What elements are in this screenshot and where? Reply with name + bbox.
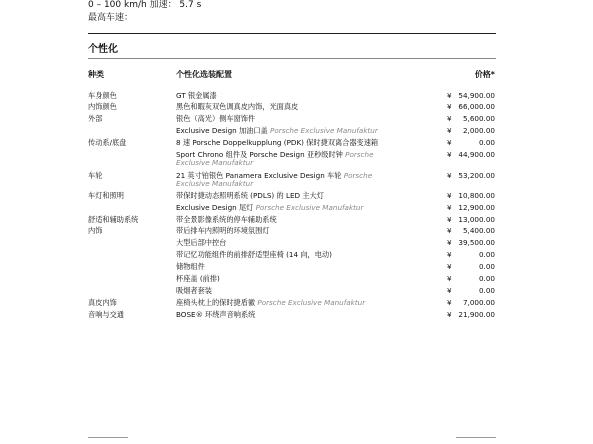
row-price: 44,900.00 <box>458 150 495 159</box>
row-option <box>176 151 390 168</box>
section-top-rule <box>88 33 496 34</box>
row-option <box>176 287 390 295</box>
row-option-text: Exclusive Design 加油口盖 <box>176 126 268 135</box>
row-currency: ¥ <box>447 102 452 111</box>
row-currency: ¥ <box>447 126 452 135</box>
row-option-note: Porsche Exclusive Manufaktur <box>270 126 378 135</box>
row-currency: ¥ <box>447 286 452 295</box>
row-currency: ¥ <box>447 298 452 307</box>
section-bottom-rule <box>88 58 496 59</box>
row-option <box>176 139 390 147</box>
row-option-text: GT 银金属漆 <box>176 91 217 100</box>
row-currency: ¥ <box>447 262 452 271</box>
row-price: 10,800.00 <box>458 191 495 200</box>
row-currency: ¥ <box>447 191 452 200</box>
row-option <box>176 192 390 200</box>
row-price: 0.00 <box>478 286 495 295</box>
row-option-note: Porsche Exclusive Manufaktur <box>176 150 374 168</box>
row-price: 7,000.00 <box>462 298 495 307</box>
top-speed-line: 最高车速： <box>88 13 134 23</box>
row-currency: ¥ <box>447 226 452 235</box>
row-option-text: 带保时捷动态照明系统 (PDLS) 的 LED 主大灯 <box>176 191 324 200</box>
row-option-text: 带后排车内照明的环境氛围灯 <box>176 226 270 235</box>
row-option <box>176 299 390 307</box>
row-category: 内饰颜色 <box>88 102 117 111</box>
row-option-text: 吸烟者套装 <box>176 286 212 295</box>
row-option <box>176 275 390 283</box>
row-option <box>176 263 390 271</box>
row-option <box>176 92 390 100</box>
row-option <box>176 172 390 189</box>
row-option-text: 带记忆功能组件的前排舒适型座椅 (14 向，电动) <box>176 250 332 259</box>
row-currency: ¥ <box>447 274 452 283</box>
column-header-price: 价格* <box>474 70 495 79</box>
row-currency: ¥ <box>447 138 452 147</box>
row-price: 0.00 <box>478 250 495 259</box>
row-price: 54,900.00 <box>458 91 495 100</box>
row-option-text: 带全景影像系统的停车辅助系统 <box>176 215 277 224</box>
row-option-text: 大型后部中控台 <box>176 238 227 247</box>
row-option <box>176 204 390 212</box>
row-option <box>176 251 390 259</box>
row-category: 车轮 <box>88 171 103 180</box>
row-option <box>176 311 390 319</box>
row-category: 音响与交通 <box>88 310 124 319</box>
row-price: 0.00 <box>478 274 495 283</box>
row-option-note: Porsche Exclusive Manufaktur <box>176 171 373 189</box>
row-option <box>176 115 390 123</box>
row-option-text: 黑色和暇灰双色调真皮内饰，光面真皮 <box>176 102 299 111</box>
row-price: 13,000.00 <box>458 215 495 224</box>
row-price: 5,600.00 <box>462 114 495 123</box>
row-price: 0.00 <box>478 262 495 271</box>
row-option-text: Exclusive Design 尾灯 <box>176 203 254 212</box>
row-option <box>176 103 390 111</box>
row-option-text: 21 英寸铂银色 Panamera Exclusive Design 车轮 <box>176 171 342 180</box>
row-price: 12,900.00 <box>458 203 495 212</box>
row-category: 真皮内饰 <box>88 298 117 307</box>
row-price: 21,900.00 <box>458 310 495 319</box>
row-option-note: Porsche Exclusive Manufaktur <box>257 298 366 307</box>
acceleration-line: 0 – 100 km/h 加速： 5.7 s <box>88 0 202 10</box>
row-option-text: 座椅头枕上的保时捷盾徽 <box>176 298 256 307</box>
row-category: 车灯和照明 <box>88 191 124 200</box>
row-currency: ¥ <box>447 238 452 247</box>
row-currency: ¥ <box>447 114 452 123</box>
row-option <box>176 227 390 235</box>
row-currency: ¥ <box>447 310 452 319</box>
section-title: 个性化 <box>88 44 118 55</box>
row-price: 39,500.00 <box>458 238 495 247</box>
row-option <box>176 216 390 224</box>
row-currency: ¥ <box>447 203 452 212</box>
row-category: 舒适和辅助系统 <box>88 215 139 224</box>
row-option-text: 储物组件 <box>176 262 205 271</box>
column-header-option: 个性化选装配置 <box>176 70 232 79</box>
row-currency: ¥ <box>447 150 452 159</box>
row-category: 外部 <box>88 114 103 123</box>
footer-rule-left <box>88 437 128 438</box>
row-option-text: 8 速 Porsche Doppelkupplung (PDK) 保时捷双离合器变速箱 <box>176 138 379 147</box>
row-price: 5,400.00 <box>462 226 495 235</box>
row-currency: ¥ <box>447 215 452 224</box>
row-option-text: BOSE® 环绕声音响系统 <box>176 310 256 319</box>
row-option <box>176 127 390 135</box>
row-option-text: Sport Chrono 组件及 Porsche Design 亚秒级时钟 <box>176 150 343 159</box>
row-category: 内饰 <box>88 226 103 235</box>
row-option-note: Porsche Exclusive Manufaktur <box>255 203 364 212</box>
row-category: 传动系/底盘 <box>88 138 127 147</box>
row-price: 0.00 <box>478 138 495 147</box>
row-price: 66,000.00 <box>458 102 495 111</box>
row-currency: ¥ <box>447 250 452 259</box>
row-currency: ¥ <box>447 91 452 100</box>
row-category: 车身颜色 <box>88 91 117 100</box>
row-currency: ¥ <box>447 171 452 180</box>
row-option-text: 银色（高光）侧车窗饰件 <box>176 114 256 123</box>
column-header-category: 种类 <box>88 70 104 79</box>
row-price: 2,000.00 <box>462 126 495 135</box>
row-option-text: 杯座盖 (前排) <box>176 274 220 283</box>
row-price: 53,200.00 <box>458 171 495 180</box>
row-option <box>176 239 390 247</box>
footer-rule-right <box>456 437 496 438</box>
